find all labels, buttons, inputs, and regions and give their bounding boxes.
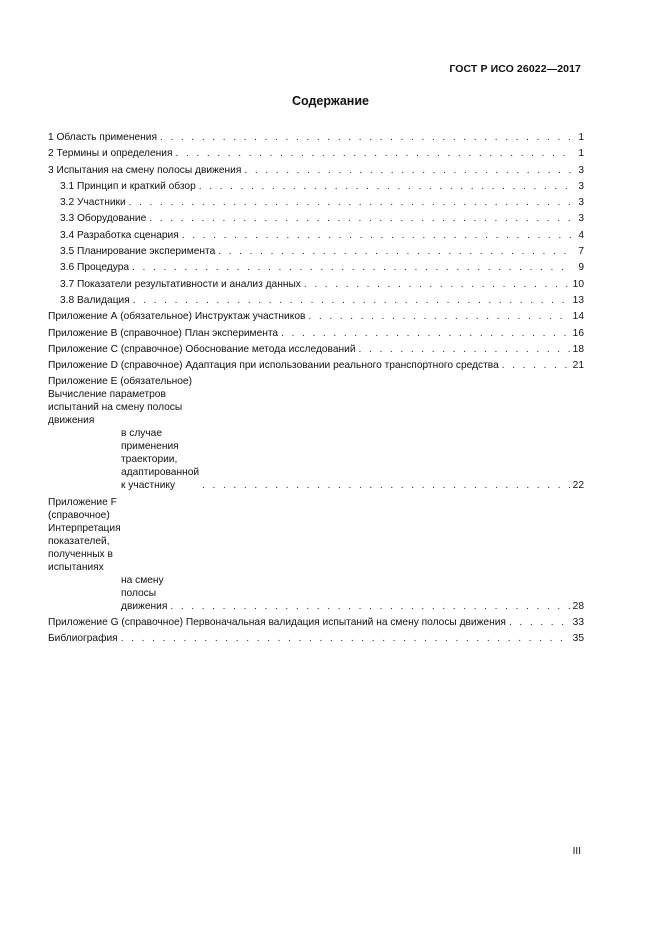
toc-entry-annex-e[interactable] (48, 375, 584, 492)
toc-entry-label: Приложение G (справочное) Первоначальная валидация испытаний на смену полосы движения (48, 617, 506, 629)
toc-entry-section-3-5[interactable] (48, 245, 584, 258)
dot-leader (509, 616, 570, 629)
toc-entry-label: 3.4 Разработка сценария (60, 229, 179, 241)
dot-leader (308, 310, 569, 323)
dot-leader (170, 600, 569, 613)
dot-leader (502, 359, 570, 372)
toc-entry-label: 3.7 Показатели результативности и анализ данных (60, 278, 301, 290)
toc-entry-section-3-6[interactable] (48, 261, 584, 274)
toc-entry-page: 21 (572, 360, 584, 372)
dot-leader (202, 479, 570, 492)
toc-entry-section-3-1[interactable] (48, 180, 584, 193)
toc-entry-bibliography[interactable] (48, 632, 584, 645)
toc-entry-label: 3.1 Принцип и краткий обзор (60, 180, 196, 192)
toc-entry-page: 1 (578, 132, 584, 143)
toc-entry-annex-a[interactable] (48, 310, 584, 323)
toc-entry-annex-c[interactable] (48, 343, 584, 356)
dot-leader (149, 212, 571, 225)
page-number: III (572, 846, 581, 857)
toc-entry-section-2[interactable] (48, 147, 584, 160)
toc-entry-page: 16 (572, 327, 584, 339)
toc-entry-label: 1 Область применения (48, 132, 157, 143)
toc-entry-section-1[interactable] (48, 131, 584, 144)
dot-leader (129, 196, 571, 209)
toc-entry-label-line1: Приложение F (справочное) Интерпретация показателей, полученных в испытаниях (48, 496, 121, 573)
toc-entry-label: Библиография (48, 633, 118, 645)
toc-entry-page: 3 (578, 180, 584, 192)
toc-entry-page: 4 (578, 229, 584, 241)
toc-entry-label-line2: в случае применения траектории, адаптированной к участнику (121, 428, 200, 492)
dot-leader (199, 180, 571, 193)
toc-entry-label-line2: на смену полосы движения (121, 574, 168, 612)
dot-leader (132, 261, 571, 274)
toc-entry-page: 3 (578, 213, 584, 225)
toc-entry-label: 3.6 Процедура (60, 262, 130, 274)
toc-entry-label: 3.8 Валидация (60, 294, 130, 306)
dot-leader (281, 327, 570, 340)
toc-entry-page: 14 (572, 311, 584, 323)
toc-entry-section-3-4[interactable] (48, 229, 584, 242)
toc-entry-label: Приложение С (справочное) Обоснование метода исследований (48, 343, 356, 355)
dot-leader (160, 131, 571, 144)
toc-entry-page: 13 (572, 294, 584, 306)
toc-entry-page: 28 (572, 600, 584, 612)
dot-leader (304, 278, 570, 291)
toc-entry-label: 3.5 Планирование эксперимента (60, 246, 216, 258)
toc-entry-label: Приложение А (обязательное) Инструктаж участников (48, 311, 306, 323)
toc-entry-page: 10 (572, 278, 584, 290)
toc-entry-section-3-2[interactable] (48, 196, 584, 209)
toc-entry-label (48, 496, 167, 613)
toc-entry-label: Приложение D (справочное) Адаптация при использовании реального транспортного средства (48, 360, 499, 372)
dot-leader (121, 632, 570, 645)
toc-entry-page: 22 (572, 480, 584, 492)
dot-leader (359, 343, 570, 356)
toc-entry-page: 7 (578, 246, 584, 258)
toc-entry-annex-f[interactable] (48, 496, 584, 613)
toc-entry-label: 3 Испытания на смену полосы движения (48, 164, 242, 176)
toc-entry-label: Приложение В (справочное) План эксперимента (48, 327, 279, 339)
toc-entry-label: 3.2 Участники (60, 197, 126, 209)
toc-entry-label: 2 Термины и определения (48, 148, 173, 160)
dot-leader (182, 229, 571, 242)
toc-entry-section-3-8[interactable] (48, 294, 584, 307)
toc-entry-section-3-3[interactable] (48, 212, 584, 225)
toc-entry-section-3[interactable] (48, 164, 584, 177)
table-of-contents (48, 131, 584, 649)
page-title: Содержание (291, 94, 369, 108)
toc-entry-label (48, 375, 199, 492)
dot-leader (218, 245, 571, 258)
dot-leader (133, 294, 570, 307)
document-code: ГОСТ Р ИСО 26022—2017 (449, 63, 581, 75)
toc-entry-page: 3 (578, 197, 584, 209)
toc-entry-annex-b[interactable] (48, 327, 584, 340)
toc-entry-section-3-7[interactable] (48, 278, 584, 291)
dot-leader (244, 164, 571, 177)
toc-entry-page: 35 (572, 633, 584, 645)
toc-entry-page: 18 (572, 343, 584, 355)
toc-entry-annex-g[interactable] (48, 616, 584, 629)
toc-entry-label: 3.3 Оборудование (60, 213, 147, 225)
toc-entry-page: 33 (572, 617, 584, 629)
toc-entry-label-line1: Приложение Е (обязательное) Вычисление параметров испытаний на смену полосы движения (48, 376, 192, 427)
toc-entry-page: 9 (578, 262, 584, 274)
toc-entry-page: 3 (578, 164, 584, 176)
toc-entry-annex-d[interactable] (48, 359, 584, 372)
dot-leader (175, 147, 571, 160)
toc-entry-page: 1 (578, 148, 584, 160)
